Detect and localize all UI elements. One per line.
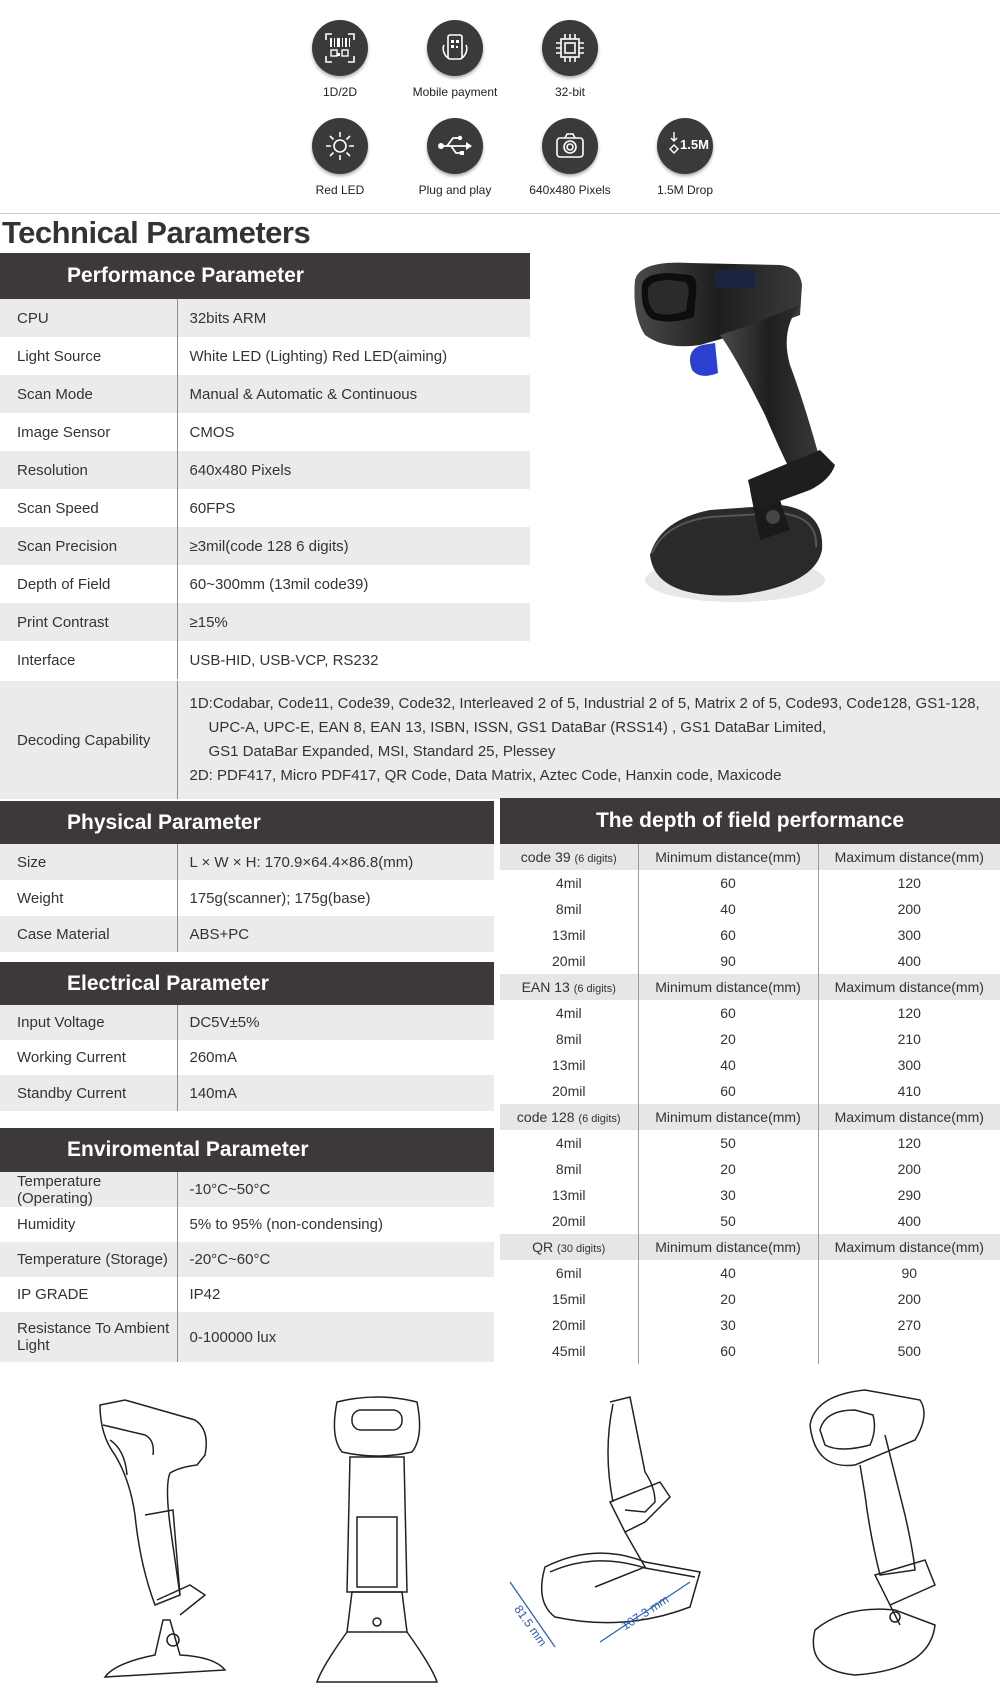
param-key: Print Contrast <box>0 603 177 641</box>
dof-density: 6mil <box>500 1260 638 1286</box>
dof-row <box>500 1156 1000 1182</box>
param-key: Depth of Field <box>0 565 177 603</box>
feature-label: Plug and play <box>385 183 525 197</box>
dof-code-note: (6 digits) <box>578 1113 620 1125</box>
table-row <box>0 1040 494 1075</box>
table-row <box>0 844 494 880</box>
param-key: Size <box>0 844 177 880</box>
param-value: 32bits ARM <box>177 299 530 337</box>
table-row <box>0 375 530 413</box>
param-value: 140mA <box>177 1075 494 1111</box>
param-key: Temperature (Storage) <box>0 1242 177 1277</box>
dof-code-note: (30 digits) <box>557 1243 605 1255</box>
length-dimension-label: 107.3 mm <box>619 1592 671 1633</box>
scanner-product-image <box>630 255 930 655</box>
dof-max-value: 400 <box>818 948 1000 974</box>
param-value: 0-100000 lux <box>177 1312 494 1362</box>
table-row <box>0 1075 494 1111</box>
table-row <box>0 1312 494 1362</box>
param-value: -10°C~50°C <box>177 1172 494 1207</box>
param-key: Interface <box>0 641 177 679</box>
table-row <box>0 641 530 679</box>
dof-min-value: 20 <box>638 1026 818 1052</box>
table-row <box>0 916 494 952</box>
dof-density: 20mil <box>500 948 638 974</box>
drop-badge-text: 1.5M <box>680 137 709 152</box>
param-value: 175g(scanner); 175g(base) <box>177 880 494 916</box>
dof-max-value: 200 <box>818 1286 1000 1312</box>
dof-min-header: Minimum distance(mm) <box>638 974 818 1000</box>
width-dimension-label: 81.5 mm <box>511 1603 549 1649</box>
decoding-line: UPC-A, UPC-E, EAN 8, EAN 13, ISBN, ISSN, GS1 DataBar (RSS14) , GS1 DataBar Limited, <box>190 716 1000 740</box>
feature-label: Mobile payment <box>385 85 525 99</box>
dof-row <box>500 1260 1000 1286</box>
dof-table <box>500 844 1000 1364</box>
dof-density: 4mil <box>500 1130 638 1156</box>
dof-max-value: 290 <box>818 1182 1000 1208</box>
param-value: L × W × H: 170.9×64.4×86.8(mm) <box>177 844 494 880</box>
dof-group-header <box>500 1234 1000 1260</box>
param-value: Manual & Automatic & Continuous <box>177 375 530 413</box>
dof-group-header <box>500 974 1000 1000</box>
dof-density: 20mil <box>500 1208 638 1234</box>
performance-heading: Performance Parameter <box>0 253 530 299</box>
base-dimension-drawing <box>495 1392 725 1692</box>
feature-32bit <box>500 20 640 99</box>
param-value: 5% to 95% (non-condensing) <box>177 1207 494 1242</box>
table-row <box>0 489 530 527</box>
feature-label: Red LED <box>270 183 410 197</box>
param-value: USB-HID, USB-VCP, RS232 <box>177 641 530 679</box>
param-value: -20°C~60°C <box>177 1242 494 1277</box>
dof-heading: The depth of field performance <box>500 798 1000 844</box>
dof-row <box>500 1000 1000 1026</box>
table-row <box>0 1005 494 1040</box>
light-icon <box>312 118 368 174</box>
dof-max-header: Maximum distance(mm) <box>818 1234 1000 1260</box>
dof-density: 4mil <box>500 870 638 896</box>
drop-icon <box>657 118 713 174</box>
mobile-payment-icon <box>427 20 483 76</box>
usb-icon <box>427 118 483 174</box>
dof-max-value: 120 <box>818 870 1000 896</box>
decoding-line: 1D:Codabar, Code11, Code39, Code32, Interleaved 2 of 5, Industrial 2 of 5, Matrix 2 of 5, Code93, Code128, GS1-128, <box>190 692 1000 716</box>
dof-min-value: 60 <box>638 1078 818 1104</box>
dof-min-value: 40 <box>638 1260 818 1286</box>
dof-code-label: EAN 13 <box>522 979 570 995</box>
dof-code-name <box>500 844 638 870</box>
dof-max-value: 300 <box>818 1052 1000 1078</box>
table-row <box>0 1207 494 1242</box>
dof-row <box>500 1208 1000 1234</box>
dof-row <box>500 1026 1000 1052</box>
dof-min-value: 20 <box>638 1286 818 1312</box>
dof-row <box>500 896 1000 922</box>
dof-min-header: Minimum distance(mm) <box>638 1104 818 1130</box>
dof-min-value: 60 <box>638 1338 818 1364</box>
dof-density: 13mil <box>500 922 638 948</box>
environmental-table <box>0 1172 494 1362</box>
param-value: CMOS <box>177 413 530 451</box>
param-key: Standby Current <box>0 1075 177 1111</box>
param-key: IP GRADE <box>0 1277 177 1312</box>
dof-density: 45mil <box>500 1338 638 1364</box>
dof-min-value: 40 <box>638 1052 818 1078</box>
dof-max-header: Maximum distance(mm) <box>818 974 1000 1000</box>
dof-min-value: 60 <box>638 922 818 948</box>
feature-label: 1.5M Drop <box>615 183 755 197</box>
feature-label: 1D/2D <box>270 85 410 99</box>
table-row <box>0 527 530 565</box>
param-key: Scan Mode <box>0 375 177 413</box>
dof-max-value: 400 <box>818 1208 1000 1234</box>
param-key: Scan Precision <box>0 527 177 565</box>
physical-table <box>0 844 494 952</box>
feature-drop <box>615 118 755 197</box>
dof-max-value: 200 <box>818 1156 1000 1182</box>
feature-label: 640x480 Pixels <box>500 183 640 197</box>
dof-code-label: QR <box>532 1239 553 1255</box>
param-value: 60FPS <box>177 489 530 527</box>
page-title: Technical Parameters <box>2 215 310 251</box>
table-row <box>0 880 494 916</box>
electrical-heading: Electrical Parameter <box>0 962 494 1005</box>
camera-icon <box>542 118 598 174</box>
param-key: Decoding Capability <box>0 681 177 799</box>
param-value: ≥3mil(code 128 6 digits) <box>177 527 530 565</box>
divider <box>0 213 1000 214</box>
table-row <box>0 299 530 337</box>
dof-row <box>500 1312 1000 1338</box>
param-value: DC5V±5% <box>177 1005 494 1040</box>
dof-min-header: Minimum distance(mm) <box>638 844 818 870</box>
param-value: 60~300mm (13mil code39) <box>177 565 530 603</box>
dof-group-header <box>500 1104 1000 1130</box>
decoding-line: 2D: PDF417, Micro PDF417, QR Code, Data Matrix, Aztec Code, Hanxin code, Maxicode <box>190 764 1000 788</box>
table-row <box>0 565 530 603</box>
param-key: Weight <box>0 880 177 916</box>
performance-table <box>0 299 530 679</box>
dof-max-value: 270 <box>818 1312 1000 1338</box>
dof-min-value: 40 <box>638 896 818 922</box>
scanner-perspective-drawing <box>795 1385 945 1685</box>
table-row <box>0 1242 494 1277</box>
param-value: ABS+PC <box>177 916 494 952</box>
scanner-side-view-drawing <box>85 1395 235 1685</box>
dof-max-value: 120 <box>818 1000 1000 1026</box>
dof-row <box>500 1130 1000 1156</box>
dof-max-header: Maximum distance(mm) <box>818 1104 1000 1130</box>
physical-heading: Physical Parameter <box>0 801 494 844</box>
table-row <box>0 1277 494 1312</box>
dof-group-header <box>500 844 1000 870</box>
dof-code-name <box>500 974 638 1000</box>
dof-row <box>500 1338 1000 1364</box>
scanner-front-view-drawing <box>312 1392 442 1692</box>
param-value: 260mA <box>177 1040 494 1075</box>
dof-density: 4mil <box>500 1000 638 1026</box>
dof-density: 15mil <box>500 1286 638 1312</box>
dof-min-value: 50 <box>638 1208 818 1234</box>
param-value: ≥15% <box>177 603 530 641</box>
feature-label: 32-bit <box>500 85 640 99</box>
param-key: Light Source <box>0 337 177 375</box>
table-row <box>0 413 530 451</box>
dof-max-value: 500 <box>818 1338 1000 1364</box>
dof-density: 20mil <box>500 1312 638 1338</box>
param-key: Input Voltage <box>0 1005 177 1040</box>
environmental-heading: Enviromental Parameter <box>0 1128 494 1172</box>
param-key: Temperature (Operating) <box>0 1172 177 1207</box>
table-row <box>0 451 530 489</box>
dof-max-value: 120 <box>818 1130 1000 1156</box>
dof-row <box>500 1182 1000 1208</box>
table-row <box>0 603 530 641</box>
dof-density: 8mil <box>500 1026 638 1052</box>
param-key: Working Current <box>0 1040 177 1075</box>
decoding-line: GS1 DataBar Expanded, MSI, Standard 25, Plessey <box>190 740 1000 764</box>
dof-row <box>500 922 1000 948</box>
dof-row <box>500 1078 1000 1104</box>
dof-code-note: (6 digits) <box>575 853 617 865</box>
dof-density: 20mil <box>500 1078 638 1104</box>
dof-code-label: code 128 <box>517 1109 575 1125</box>
dof-min-value: 60 <box>638 1000 818 1026</box>
table-row <box>0 1172 494 1207</box>
dof-min-value: 30 <box>638 1312 818 1338</box>
dof-min-value: 20 <box>638 1156 818 1182</box>
dof-max-value: 90 <box>818 1260 1000 1286</box>
param-key: Resistance To Ambient Light <box>0 1312 177 1362</box>
dof-max-value: 410 <box>818 1078 1000 1104</box>
chip-icon <box>542 20 598 76</box>
param-value: White LED (Lighting) Red LED(aiming) <box>177 337 530 375</box>
dof-max-value: 300 <box>818 922 1000 948</box>
dof-max-header: Maximum distance(mm) <box>818 844 1000 870</box>
electrical-table <box>0 1005 494 1111</box>
dof-min-value: 90 <box>638 948 818 974</box>
dof-code-note: (6 digits) <box>574 983 616 995</box>
dof-max-value: 200 <box>818 896 1000 922</box>
dof-code-name <box>500 1234 638 1260</box>
barcode-qr-icon <box>312 20 368 76</box>
table-row <box>0 681 1000 799</box>
dof-row <box>500 948 1000 974</box>
param-key: Case Material <box>0 916 177 952</box>
decoding-value <box>177 681 1000 799</box>
param-key: Humidity <box>0 1207 177 1242</box>
dof-min-value: 30 <box>638 1182 818 1208</box>
dof-density: 8mil <box>500 896 638 922</box>
param-key: Image Sensor <box>0 413 177 451</box>
dof-density: 8mil <box>500 1156 638 1182</box>
dof-code-name <box>500 1104 638 1130</box>
param-key: Resolution <box>0 451 177 489</box>
param-key: Scan Speed <box>0 489 177 527</box>
table-row <box>0 337 530 375</box>
param-value: IP42 <box>177 1277 494 1312</box>
dof-row <box>500 870 1000 896</box>
dof-min-value: 60 <box>638 870 818 896</box>
dof-code-label: code 39 <box>521 849 571 865</box>
dof-row <box>500 1052 1000 1078</box>
param-value: 640x480 Pixels <box>177 451 530 489</box>
dof-density: 13mil <box>500 1052 638 1078</box>
param-key: CPU <box>0 299 177 337</box>
dof-row <box>500 1286 1000 1312</box>
dof-max-value: 210 <box>818 1026 1000 1052</box>
dof-density: 13mil <box>500 1182 638 1208</box>
decoding-table <box>0 681 1000 799</box>
dof-min-header: Minimum distance(mm) <box>638 1234 818 1260</box>
dof-min-value: 50 <box>638 1130 818 1156</box>
